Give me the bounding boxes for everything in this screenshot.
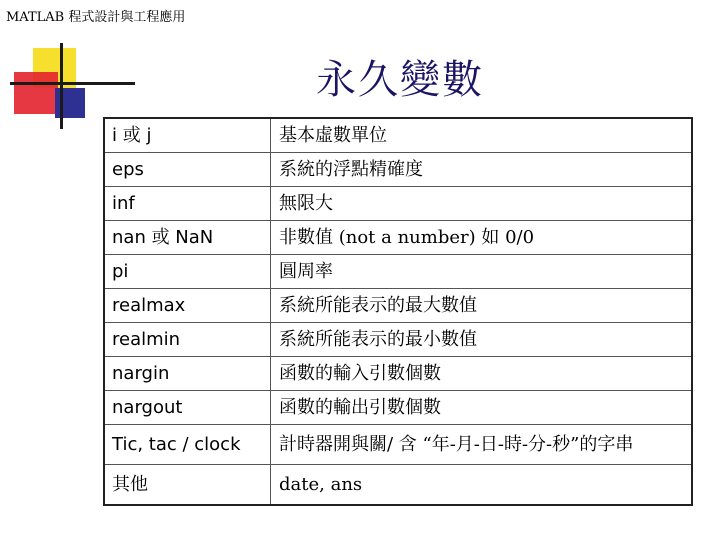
constant-desc: 系統所能表示的最大數值 [271,289,693,323]
table-row [104,357,692,391]
constant-desc: 非數值 (not a number) 如 0/0 [271,221,693,255]
table-row [104,118,692,153]
constant-name: nargout [104,391,271,425]
table-row [104,391,692,425]
constant-desc: 基本虛數單位 [271,118,693,153]
table-row [104,289,692,323]
table-row [104,187,692,221]
table-row [104,255,692,289]
constant-desc: 圓周率 [271,255,693,289]
constant-name: realmax [104,289,271,323]
decor-red-square [14,72,58,114]
header-text: MATLAB 程式設計與工程應用 [6,10,186,25]
constant-desc: 計時器開與關/ 含 “年-月-日-時-分-秒”的字串 [271,425,693,465]
table-row [104,221,692,255]
constant-name: realmin [104,323,271,357]
constant-desc: 系統所能表示的最小數值 [271,323,693,357]
slide-title: 永久變數 [316,57,484,103]
constant-name: nan 或 NaN [104,221,271,255]
constant-desc: 系統的浮點精確度 [271,153,693,187]
table-row [104,323,692,357]
constant-name: pi [104,255,271,289]
constant-name: nargin [104,357,271,391]
constant-name: eps [104,153,271,187]
constants-table [103,117,693,506]
decor-horizontal-line [10,82,135,85]
constant-name: inf [104,187,271,221]
constant-name: Tic, tac / clock [104,425,271,465]
constant-name: 其他 [104,465,271,506]
constant-desc: 無限大 [271,187,693,221]
constant-name: i 或 j [104,118,271,153]
table-row [104,153,692,187]
constant-desc: 函數的輸出引數個數 [271,391,693,425]
decor-vertical-line [60,43,63,129]
constant-desc: date, ans [271,465,693,506]
constant-desc: 函數的輸入引數個數 [271,357,693,391]
table-row [104,425,692,465]
table-row [104,465,692,506]
